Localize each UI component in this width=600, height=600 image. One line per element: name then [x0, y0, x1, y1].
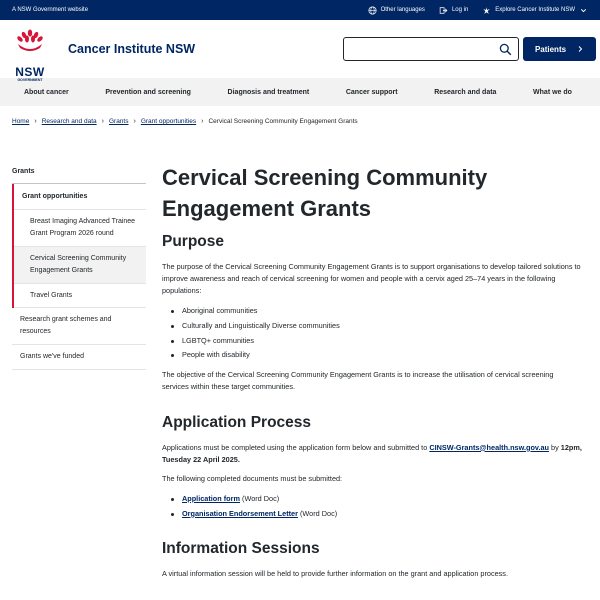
login-link[interactable] — [439, 6, 468, 15]
list-item — [162, 493, 582, 505]
sidebar-subitem-travel-grants[interactable]: Travel Grants — [14, 284, 146, 309]
main-content — [162, 163, 582, 587]
breadcrumb-current: Cervical Screening Community Engagement Grants — [208, 118, 358, 125]
explore-label: Explore Cancer Institute NSW — [495, 7, 575, 13]
documents-list — [162, 493, 582, 520]
nav-about-cancer[interactable]: About cancer — [24, 88, 69, 96]
doc-type: (Word Doc) — [239, 493, 280, 503]
logo-subtext: GOVERNMENT — [17, 78, 43, 82]
chevron-right-icon — [576, 45, 584, 53]
main-nav — [0, 78, 600, 106]
docs-intro: The following completed documents must be submitted: — [162, 474, 343, 484]
masthead-label: A NSW Government website — [12, 7, 89, 13]
waratah-small-icon — [482, 6, 491, 15]
nav-prevention-screening[interactable]: Prevention and screening — [105, 88, 191, 96]
nsw-waratah-logo — [12, 28, 48, 70]
breadcrumb-grants[interactable]: Grants — [108, 118, 129, 125]
nav-what-we-do[interactable]: What we do — [533, 88, 572, 96]
sessions-text: A virtual information session will be held to provide further information on the grant and application process. — [162, 569, 508, 579]
population-list — [162, 305, 582, 362]
purpose-heading: Purpose — [162, 232, 225, 250]
logo-wordmark — [12, 66, 48, 82]
globe-icon — [368, 6, 377, 15]
list-item: LGBTQ+ communities — [162, 335, 582, 347]
site-name: Cancer Institute NSW — [68, 42, 196, 56]
sidebar-subitem-breast-imaging[interactable]: Breast Imaging Advanced Trainee Grant Program 2026 round — [14, 210, 146, 247]
nav-cancer-support[interactable]: Cancer support — [345, 88, 398, 96]
nav-research-data[interactable]: Research and data — [434, 88, 497, 96]
application-by: by — [549, 442, 561, 452]
sidebar-item-research-schemes[interactable]: Research grant schemes and resources — [12, 308, 146, 345]
application-form-link[interactable]: Application form — [182, 493, 240, 503]
logo-text: NSW — [15, 65, 45, 79]
nav-diagnosis-treatment[interactable]: Diagnosis and treatment — [227, 88, 310, 96]
breadcrumb — [12, 118, 358, 125]
sidebar-item-grants-funded[interactable]: Grants we've funded — [12, 345, 146, 370]
chevron-down-icon — [579, 6, 588, 15]
page-title: Cervical Screening Community Engagement Grants — [162, 165, 488, 221]
explore-menu[interactable] — [482, 6, 588, 15]
sidebar-active-group — [12, 184, 146, 308]
list-item — [162, 508, 582, 520]
list-item: People with disability — [162, 349, 582, 361]
sidebar-item-grant-opportunities[interactable]: Grant opportunities — [14, 184, 146, 210]
sidebar-title[interactable]: Grants — [12, 168, 146, 184]
chevron-right-icon: › — [201, 118, 204, 125]
application-text: Applications must be completed using the application form below and submitted to — [162, 442, 430, 452]
patients-label: Patients — [534, 44, 567, 54]
site-header — [0, 20, 600, 82]
list-item: Culturally and Linguistically Diverse communities — [162, 320, 582, 332]
patients-button[interactable] — [523, 37, 596, 61]
masthead — [0, 0, 600, 20]
breadcrumb-research-data[interactable]: Research and data — [41, 118, 97, 125]
breadcrumb-home[interactable]: Home — [12, 118, 30, 125]
application-heading: Application Process — [162, 413, 312, 431]
application-deadline: 12pm, Tuesday 22 April 2025. — [162, 442, 582, 464]
application-instructions — [162, 442, 582, 467]
doc-type: (Word Doc) — [297, 508, 338, 518]
sidebar — [12, 168, 146, 370]
chevron-right-icon: › — [34, 118, 37, 125]
purpose-intro: The purpose of the Cervical Screening Community Engagement Grants is to support organisations to develop tailored solutions to improve awareness and reach of cervical screening for women and people with a cervix aged 25–74 years in the following populations: — [162, 261, 581, 296]
endorsement-letter-link[interactable]: Organisation Endorsement Letter — [182, 508, 298, 518]
search-box — [343, 37, 519, 61]
other-languages-link[interactable] — [368, 6, 425, 15]
chevron-right-icon: › — [133, 118, 136, 125]
chevron-right-icon: › — [101, 118, 104, 125]
login-icon — [439, 6, 448, 15]
grants-email-link[interactable]: CINSW-Grants@health.nsw.gov.au — [429, 442, 549, 452]
breadcrumb-grant-opportunities[interactable]: Grant opportunities — [140, 118, 197, 125]
search-icon[interactable] — [499, 43, 512, 56]
other-languages-label: Other languages — [380, 7, 425, 13]
login-label: Log in — [451, 7, 469, 13]
purpose-objective: The objective of the Cervical Screening Community Engagement Grants is to increase the utilisation of cervical screening services within these target communities. — [162, 369, 554, 392]
list-item: Aboriginal communities — [162, 305, 582, 317]
sessions-heading: Information Sessions — [162, 540, 320, 558]
search-input[interactable] — [344, 38, 499, 60]
sidebar-subitem-cervical-screening[interactable]: Cervical Screening Community Engagement Grants — [14, 247, 146, 284]
site-logo[interactable] — [12, 28, 196, 82]
